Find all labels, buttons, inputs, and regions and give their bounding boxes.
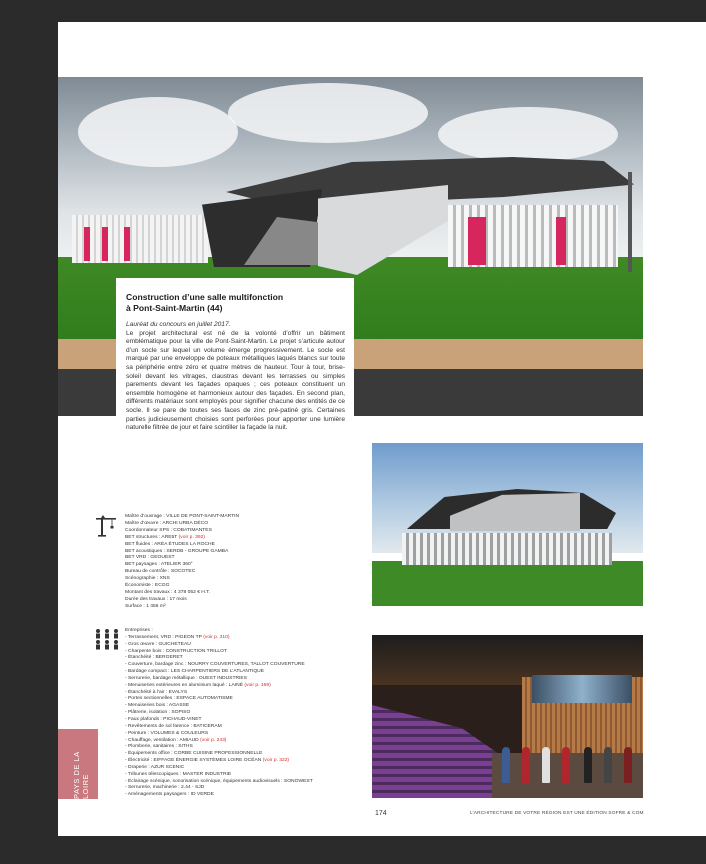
credit-line: BET structures : ARE5T (voir p. 392) <box>125 534 205 540</box>
entreprise-line: - Équipements office : CORBE CUISINE PROFESSIONNELLE <box>125 751 263 757</box>
entreprise-line: - Peinture : VOLUMES & COULEURS <box>125 730 209 736</box>
entreprises-title: Entreprises : <box>125 628 153 633</box>
entreprise-line: - Chauffage, ventilation : AMIAUD (voir p. 243) <box>125 737 227 743</box>
credit-line: Coordonnateur SPS : COBATIMANTES <box>125 527 212 533</box>
entreprise-line: - Plomberie, sanitaires : SITHS <box>125 744 193 750</box>
entreprise-line: - Serrurerie, bardage métallique : OUEST INDUSTRIES <box>125 675 248 681</box>
credit-line: BET fluides : ARÉA ÉTUDES LA ROCHE <box>125 541 215 547</box>
credit-line: Scénographie : XNS <box>125 576 170 582</box>
entreprise-line: - Aménagements paysagers : ID VERDE <box>125 792 214 798</box>
credit-line: BET acoustiques : SERDB - GROUPE GAMBA <box>125 548 229 554</box>
credits-list <box>125 514 355 611</box>
viewer-top-bar <box>0 0 706 22</box>
entreprise-line: - Portes sectionnelles : ESPACE AUTOMATISME <box>125 696 233 702</box>
footer-text: L’ARCHITECTURE DE VOTRE RÉGION EST UNE ÉDITION SOFRE & COM <box>470 811 644 816</box>
entreprise-line: - Couverture, bardage zinc : NOURRY COUVERTURES, TALLOT COUVERTURE <box>125 662 305 668</box>
region-tab-label: PAYS DE LA LOIRE <box>72 751 90 799</box>
article-body: Le projet architectural est né de la volonté d’offrir un bâtiment emblématique pour la ville de Pont-Saint-Martin. Le projet s’articule autour d’un socle sur lequel un volume émerge progressivement. Le socle est marqué par une enveloppe de poteaux métalliques laqués blancs sur toute sa périphérie entre zéro et quatre mètres de hauteur. Tour à tour, brise-soleil devant les vitrages, claustras devant les terrasses ou simples parements devant les façades opaques ; ces poteaux constituent un ensemble homogène et harmonieux autour des façades. En second plan, différents matériaux sont employés pour signifier chacune des entités de ce socle. Il se pare de toutes ses faces de zinc pré-patiné gris. Certaines parties judicieusement choisies sont perforées pour apporter une lumière naturelle filtrée de jour et faire scintiller la façade la nuit. <box>126 329 345 432</box>
entreprises-list <box>125 628 365 799</box>
article-card <box>116 278 354 488</box>
region-tab <box>58 729 98 799</box>
credit-line: Maître d’ouvrage : VILLE DE PONT-SAINT-MARTIN <box>125 514 240 519</box>
entreprise-line: - Terrassement, VRD : PIGEON TP (voir p. 310) <box>125 634 230 640</box>
credit-line: BET VRD : GEOUEST <box>125 555 175 561</box>
entreprise-line: - Serrurerie, machinerie : 2.44 - SJD <box>125 785 205 791</box>
entreprise-line: - Éclairage scénique, sonorisation scénique, équipements audiovisuels : SONOWEST <box>125 778 313 784</box>
credit-line: Durée des travaux : 17 mois <box>125 596 187 602</box>
interior-photo <box>372 635 643 798</box>
credit-line: Bureau de contrôle : SOCOTEC <box>125 569 196 575</box>
article-subtitle: Lauréat du concours en juillet 2017. <box>126 321 231 328</box>
entreprise-line: - Menuiseries bois : AGASSE <box>125 703 190 709</box>
exterior-photo <box>372 443 643 606</box>
people-icon <box>94 628 120 652</box>
credit-line: Économiste : ECGG <box>125 583 170 589</box>
entreprise-line: - Étanchéité : BERGERET <box>125 655 183 661</box>
entreprise-line: - Plâtrerie, isolation : SOPISO <box>125 710 191 716</box>
credit-line: Montant des travaux : 4 378 052 € H.T. <box>125 589 211 595</box>
article-title: Construction d’une salle multifonction à Pont-Saint-Martin (44) <box>126 292 284 313</box>
entreprise-line: - Faux plafonds : PICHAUD-VINET <box>125 716 202 722</box>
entreprise-line: - Menuiseries extérieures en aluminium laqué : LAINÉ (voir p. 169) <box>125 682 271 688</box>
entreprise-line: - Étanchéité à l’air : EVALYS <box>125 689 188 695</box>
entreprise-line: - Tribunes télescopiques : MASTER INDUSTRIE <box>125 771 232 777</box>
credit-line: BET paysages : ATELIER 360° <box>125 562 193 568</box>
credit-line: Surface : 1 456 m² <box>125 603 166 609</box>
entreprise-line: - Charpente bois : CONSTRUCTION TRILLOT <box>125 648 227 654</box>
magazine-page <box>58 22 706 836</box>
credit-line: Maître d’œuvre : ARCHI URBA DÉCO <box>125 520 209 526</box>
crane-icon <box>94 514 118 538</box>
page-number: 174 <box>375 810 387 817</box>
entreprise-line: - Draperie : AZUR SCENIC <box>125 764 185 770</box>
entreprise-line: - Revêtements de sol faïence : BATICERAM <box>125 723 222 729</box>
entreprise-line: - Gros œuvre : GUICHETEAU <box>125 641 191 647</box>
entreprise-line: - Bardage compact : LES CHARPENTIERS DE L’ATLANTIQUE <box>125 669 265 675</box>
entreprise-line: - Électricité : EIFFAGE ÉNERGIE SYSTÈMES LOIRE OCÉAN (voir p. 322) <box>125 758 290 764</box>
